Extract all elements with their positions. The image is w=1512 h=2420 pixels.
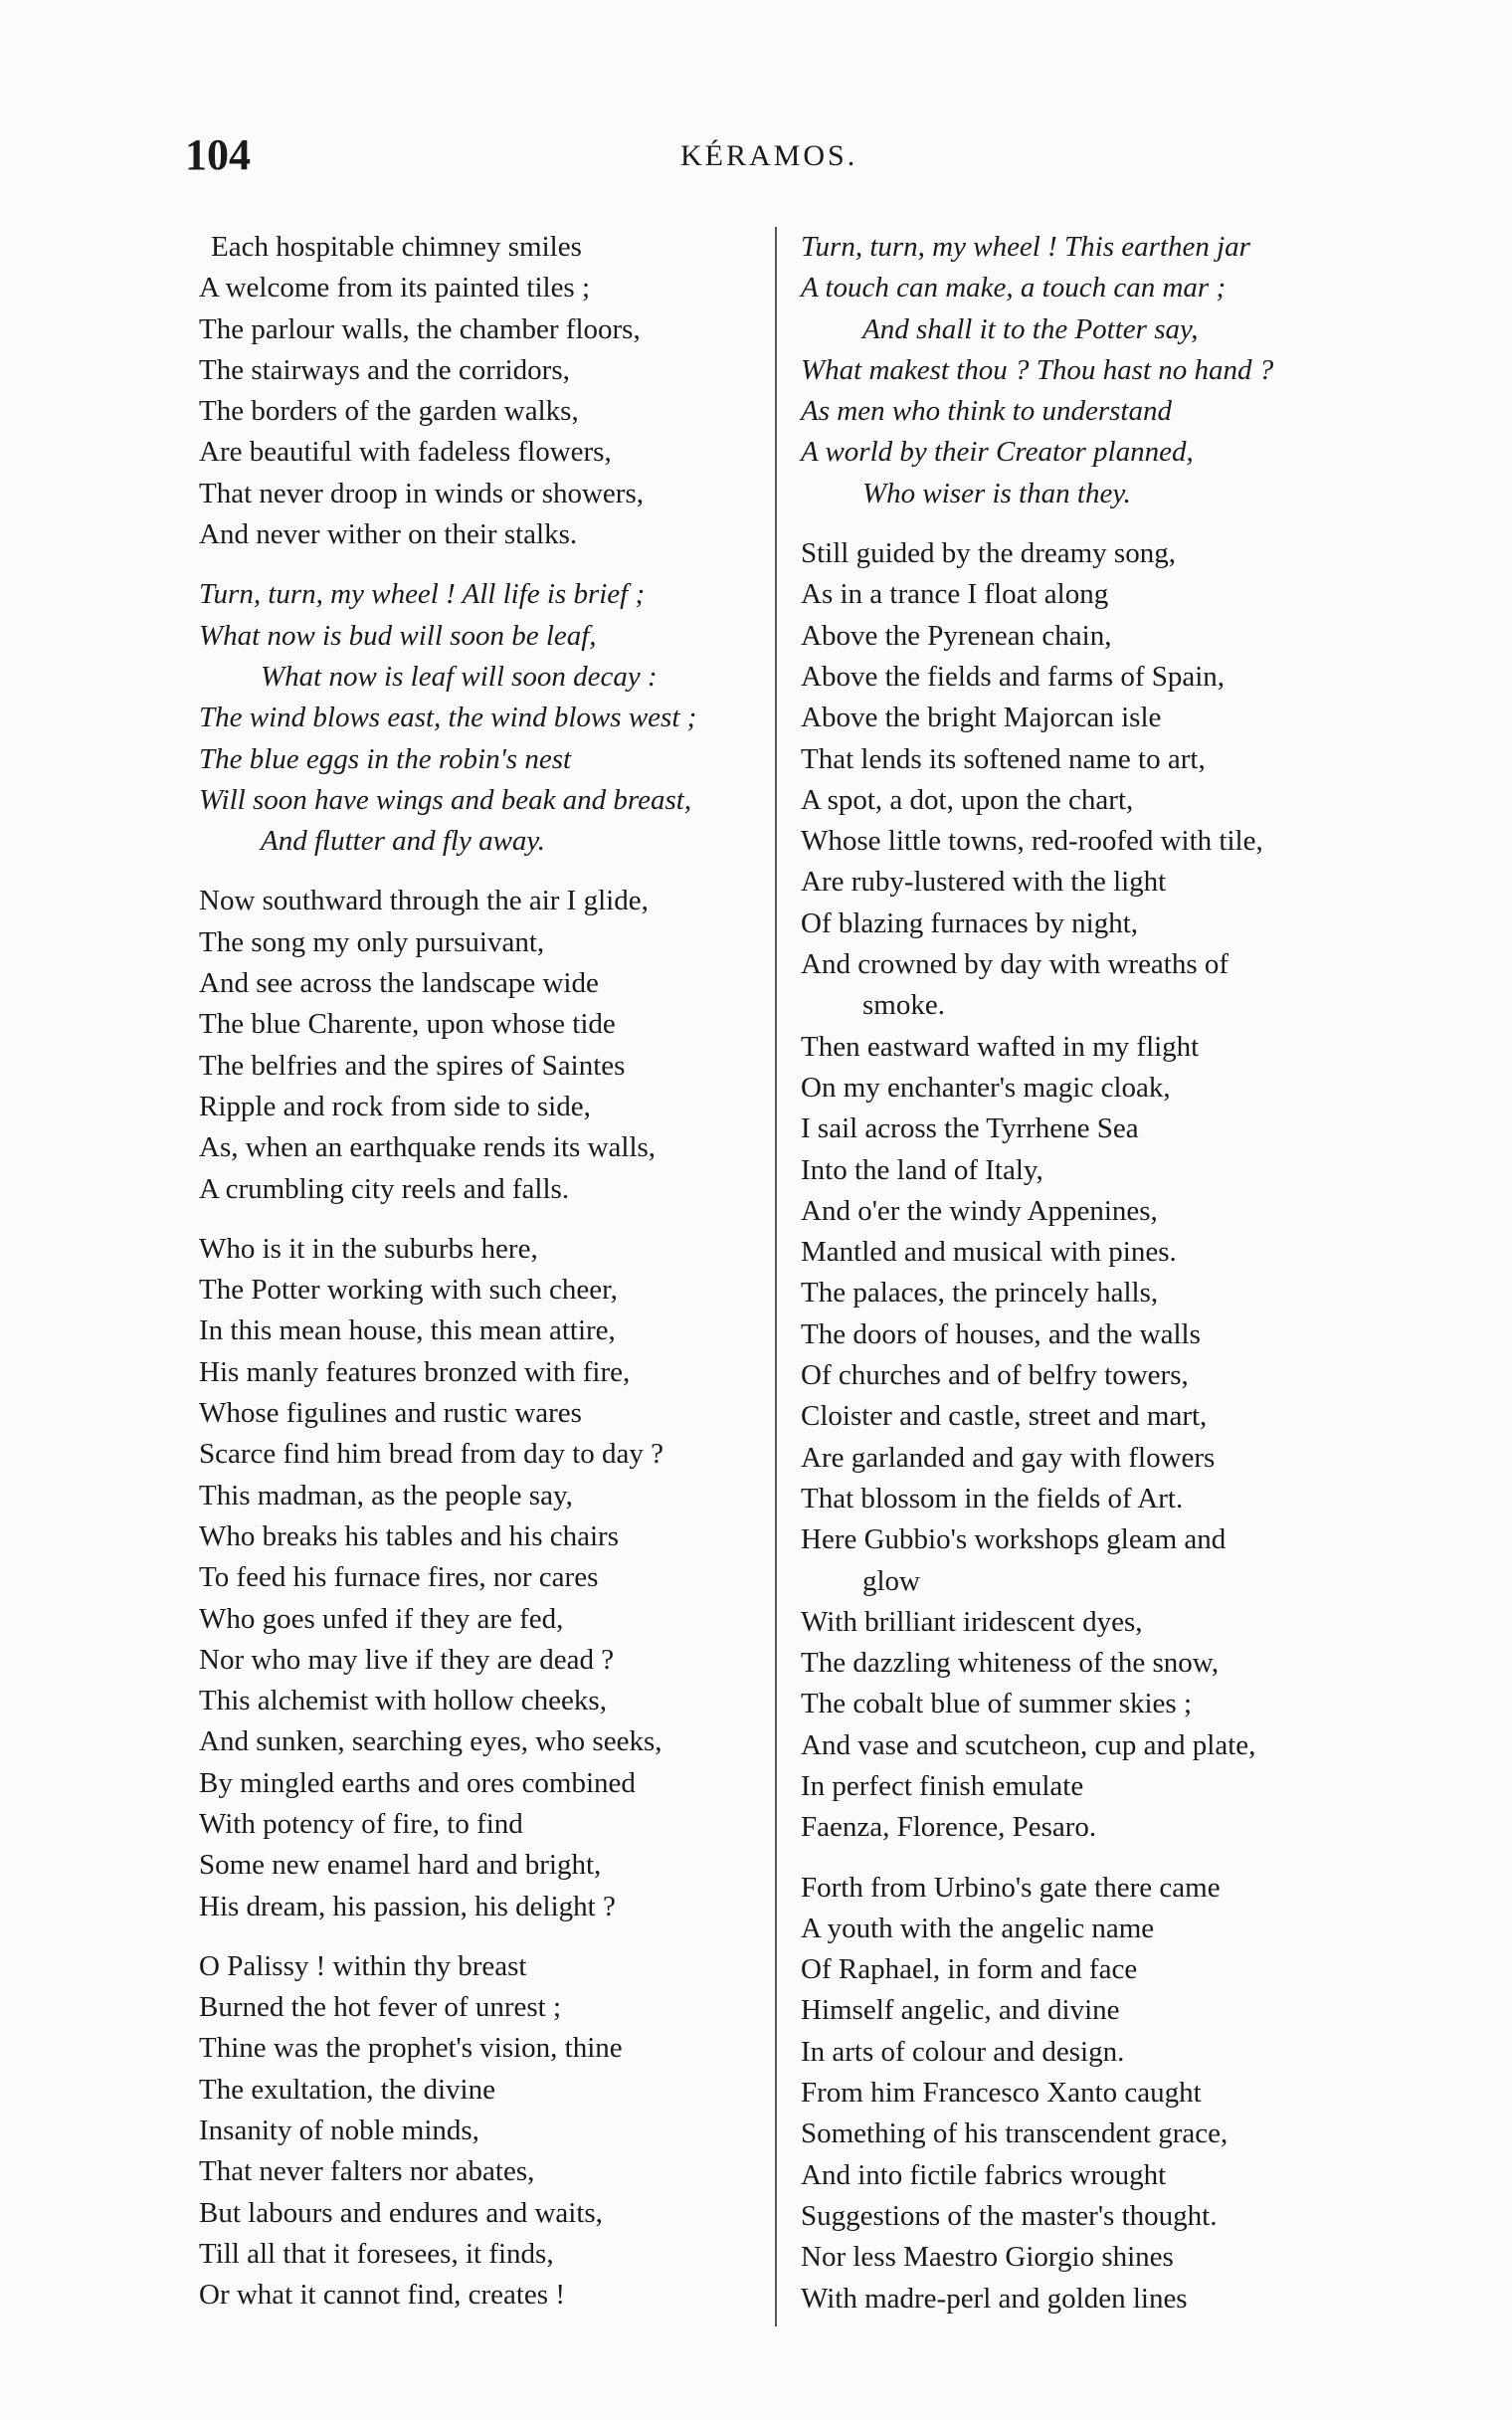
verse-line: As men who think to understand <box>801 395 1172 428</box>
verse-line: smoke. <box>862 989 945 1022</box>
verse-line: Are beautiful with fadeless flowers, <box>199 436 612 469</box>
verse-line: That never droop in winds or showers, <box>199 477 644 509</box>
verse-line: Are garlanded and gay with flowers <box>801 1441 1216 1474</box>
verse-line: That lends its softened name to art, <box>801 742 1206 775</box>
verse-line: What now is leaf will soon decay : <box>261 660 658 693</box>
verse-line: Above the Pyrenean chain, <box>801 619 1112 652</box>
verse-line: And see across the landscape wide <box>199 967 599 1000</box>
verse-line: And into fictile fabrics wrought <box>801 2158 1167 2191</box>
verse-line: A touch can make, a touch can mar ; <box>801 272 1227 304</box>
verse-line: A welcome from its painted tiles ; <box>199 272 591 304</box>
verse-line: Scarce find him bread from day to day ? <box>199 1438 664 1471</box>
verse-line: His dream, his passion, his delight ? <box>199 1890 616 1922</box>
verse-line: Here Gubbio's workshops gleam and <box>801 1523 1227 1556</box>
verse-line: Of churches and of belfry towers, <box>801 1359 1189 1392</box>
verse-line: The doors of houses, and the walls <box>801 1317 1201 1350</box>
stanza <box>801 227 1388 514</box>
right-column <box>801 227 1388 2338</box>
verse-line: Faenza, Florence, Pesaro. <box>801 1811 1097 1844</box>
verse-line: Himself angelic, and divine <box>801 1994 1120 2027</box>
verse-line: The Potter working with such cheer, <box>199 1274 618 1307</box>
verse-line: With madre-perl and golden lines <box>801 2282 1188 2315</box>
verse-line: Forth from Urbino's gate there came <box>801 1871 1221 1904</box>
verse-line: On my enchanter's magic cloak, <box>801 1071 1171 1104</box>
verse-line: Who goes unfed if they are fed, <box>199 1602 564 1635</box>
verse-line: What now is bud will soon be leaf, <box>199 619 597 652</box>
verse-line: Suggestions of the master's thought. <box>801 2199 1218 2232</box>
verse-line: The borders of the garden walks, <box>199 395 579 428</box>
verse-line: In this mean house, this mean attire, <box>199 1314 616 1347</box>
verse-line: Into the land of Italy, <box>801 1153 1043 1186</box>
verse-line: The stairways and the corridors, <box>199 353 570 386</box>
verse-line: Turn, turn, my wheel ! This earthen jar <box>801 231 1250 263</box>
verse-line: Are ruby-lustered with the light <box>801 866 1167 899</box>
verse-line: Nor less Maestro Giorgio shines <box>801 2241 1174 2274</box>
verse-line: And o'er the windy Appenines, <box>801 1194 1158 1227</box>
verse-line: Above the bright Majorcan isle <box>801 702 1162 734</box>
verse-line: The blue eggs in the robin's nest <box>199 742 572 775</box>
verse-line: His manly features bronzed with fire, <box>199 1355 631 1388</box>
verse-line: And never wither on their stalks. <box>199 518 578 551</box>
verse-line: In perfect finish emulate <box>801 1769 1084 1802</box>
verse-line: But labours and endures and waits, <box>199 2196 603 2229</box>
verse-line: O Palissy ! within thy breast <box>199 1949 527 1982</box>
verse-line: Turn, turn, my wheel ! All life is brief ; <box>199 578 646 611</box>
verse-line: The exultation, the divine <box>199 2073 495 2106</box>
verse-line: Something of his transcendent grace, <box>801 2118 1228 2150</box>
verse-line: The song my only pursuivant, <box>199 925 545 958</box>
verse-line: Who breaks his tables and his chairs <box>199 1519 620 1552</box>
verse-line: Of blazing furnaces by night, <box>801 907 1139 939</box>
verse-line: glow <box>862 1564 920 1597</box>
verse-line: Insanity of noble minds, <box>199 2115 479 2147</box>
verse-line: Mantled and musical with pines. <box>801 1236 1177 1269</box>
verse-line: Who wiser is than they. <box>862 477 1131 509</box>
verse-line: A world by their Creator planned, <box>801 436 1194 469</box>
stanza <box>199 574 786 862</box>
verse-line: And vase and scutcheon, cup and plate, <box>801 1728 1256 1761</box>
running-title: KÉRAMOS. <box>680 139 858 172</box>
verse-line: Some new enamel hard and bright, <box>199 1849 602 1882</box>
verse-line: And shall it to the Potter say, <box>862 312 1199 345</box>
verse-line: Till all that it foresees, it finds, <box>199 2237 554 2270</box>
verse-line: Each hospitable chimney smiles <box>211 231 582 263</box>
verse-line: Then eastward wafted in my flight <box>801 1030 1200 1063</box>
stanza <box>199 1229 786 1927</box>
verse-line: To feed his furnace fires, nor cares <box>199 1561 599 1594</box>
verse-line: A youth with the angelic name <box>801 1912 1155 1944</box>
verse-line: Or what it cannot find, creates ! <box>199 2279 565 2312</box>
verse-line: I sail across the Tyrrhene Sea <box>801 1112 1139 1145</box>
verse-line: The parlour walls, the chamber floors, <box>199 312 641 345</box>
stanza <box>801 533 1388 1849</box>
verse-line: Who is it in the suburbs here, <box>199 1232 538 1265</box>
verse-line: The wind blows east, the wind blows west ; <box>199 702 697 734</box>
verse-line: Will soon have wings and beak and breast, <box>199 783 692 816</box>
verse-line: As, when an earthquake rends its walls, <box>199 1131 657 1164</box>
verse-line: A spot, a dot, upon the chart, <box>801 783 1134 816</box>
verse-line: And sunken, searching eyes, who seeks, <box>199 1725 662 1758</box>
verse-line: Cloister and castle, street and mart, <box>801 1400 1208 1433</box>
verse-line: As in a trance I float along <box>801 578 1109 611</box>
verse-line: From him Francesco Xanto caught <box>801 2077 1202 2110</box>
column-divider <box>775 227 777 2326</box>
page-header <box>0 129 1512 189</box>
verse-line: What makest thou ? Thou hast no hand ? <box>801 353 1274 386</box>
verse-line: By mingled earths and ores combined <box>199 1766 636 1799</box>
verse-line: The palaces, the princely halls, <box>801 1277 1159 1310</box>
verse-line: This alchemist with hollow cheeks, <box>199 1685 607 1717</box>
verse-line: That never falters nor abates, <box>199 2155 535 2188</box>
verse-line: And flutter and fly away. <box>261 825 545 858</box>
verse-line: The blue Charente, upon whose tide <box>199 1008 616 1041</box>
page-number: 104 <box>185 130 251 179</box>
verse-line: Whose figulines and rustic wares <box>199 1397 582 1430</box>
verse-line: And crowned by day with wreaths of <box>801 948 1229 981</box>
verse-line: Still guided by the dreamy song, <box>801 537 1176 570</box>
verse-line: Nor who may live if they are dead ? <box>199 1643 615 1676</box>
verse-line: Now southward through the air I glide, <box>199 885 649 917</box>
stanza <box>801 1868 1388 2319</box>
verse-line: The dazzling whiteness of the snow, <box>801 1647 1220 1680</box>
verse-line: With potency of fire, to find <box>199 1807 523 1840</box>
verse-line: That blossom in the fields of Art. <box>801 1482 1184 1514</box>
verse-line: In arts of colour and design. <box>801 2035 1125 2068</box>
left-column <box>199 227 786 2335</box>
verse-line: Thine was the prophet's vision, thine <box>199 2032 623 2065</box>
stanza <box>199 1946 786 2317</box>
verse-line: This madman, as the people say, <box>199 1479 573 1512</box>
verse-line: Whose little towns, red-roofed with tile, <box>801 825 1263 858</box>
verse-line: Above the fields and farms of Spain, <box>801 660 1226 693</box>
verse-line: Of Raphael, in form and face <box>801 1953 1138 1986</box>
verse-line: Ripple and rock from side to side, <box>199 1090 591 1122</box>
verse-line: With brilliant iridescent dyes, <box>801 1605 1143 1638</box>
verse-line: The cobalt blue of summer skies ; <box>801 1688 1193 1720</box>
stanza <box>199 227 786 555</box>
verse-line: Burned the hot fever of unrest ; <box>199 1991 562 2024</box>
verse-line: The belfries and the spires of Saintes <box>199 1049 626 1082</box>
verse-line: A crumbling city reels and falls. <box>199 1172 570 1205</box>
stanza <box>199 881 786 1209</box>
